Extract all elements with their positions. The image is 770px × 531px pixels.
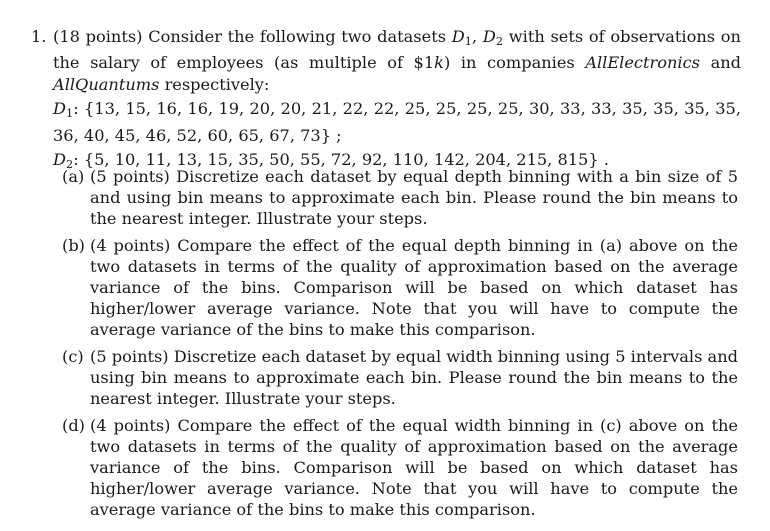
part-b-label: (b)	[62, 236, 85, 255]
dataset-d2-values: {5, 10, 11, 13, 15, 35, 50, 55, 72, 92, 110, 142, 204, 215, 815} .	[83, 150, 609, 170]
part-b-text: (4 points) Compare the effect of the equal depth binning in (a) above on the two datasets in terms of the quality of approximation based on the average variance of the bins. Comparison will be based on which dataset has higher/lower average variance. Note that you will have to compute the average variance of the bins to make this comparison.	[90, 236, 738, 339]
dataset-d2-subscript: 2	[65, 156, 74, 171]
dataset-d1-values: {13, 15, 16, 16, 19, 20, 20, 21, 22, 22, 25, 25, 25, 25, 30, 33, 33, 35, 35, 35, 35, 36, 40, 45, 46, 52, 60, 65, 67, 73} ;	[53, 99, 741, 145]
part-a	[62, 166, 738, 229]
sub-questions	[62, 166, 738, 526]
d1-subscript: 1	[464, 33, 472, 48]
company-allquantums: AllQuantums	[53, 74, 160, 94]
intro-text-1: Consider the following two datasets	[148, 27, 447, 46]
intro-text-4: respectively:	[164, 74, 270, 94]
d2-symbol: D	[482, 27, 496, 46]
part-b	[62, 235, 738, 340]
part-d-text: (4 points) Compare the effect of the equal width binning in (c) above on the two datasets in terms of the quality of approximation based on the average variance of the bins. Comparison will be based on which dataset has higher/lower average variance. Note that you will have to compute the average variance of the bins to make this comparison.	[90, 416, 738, 519]
problem-intro	[53, 26, 741, 95]
and-text: and	[710, 53, 742, 73]
intro-text-3: ) in companies	[443, 53, 575, 73]
part-c-text: (5 points) Discretize each dataset by equal width binning using 5 intervals and using bin means to approximate each bin. Please round the bin means to the nearest integer. Illustrate your steps.	[90, 347, 738, 408]
dataset-d1-symbol: D	[53, 99, 66, 119]
company-allelectronics: AllElectronics	[585, 53, 700, 73]
part-d	[62, 415, 738, 520]
comma: ,	[471, 27, 478, 46]
problem-points: (18 points)	[53, 27, 143, 46]
d1-symbol: D	[451, 27, 465, 46]
dataset-d1-subscript: 1	[65, 106, 74, 121]
problem-statement	[53, 26, 741, 175]
dataset-d2-symbol: D	[53, 150, 66, 170]
dataset-d1: $D_1$: {13, 15, 16, 16, 19, 20, 20, 21, 22, 22, 25, 25, 25, 25, 30, 33, 33, 35, 35, 35, 35, 36, 40, 45, 46, 52, 60, 65, 67, 73} ;	[53, 99, 741, 145]
dataset-d2: $D_2$: {5, 10, 11, 13, 15, 35, 50, 55, 72, 92, 110, 142, 204, 215, 815} .	[53, 150, 609, 171]
problem-1	[31, 26, 741, 175]
part-d-label: (d)	[62, 416, 85, 435]
intro-text-2: with sets of observations on the salary of employees (as multiple of $1	[53, 27, 741, 73]
problem-number: 1.	[31, 27, 47, 46]
k-symbol: k	[434, 53, 444, 73]
part-a-label: (a)	[62, 167, 85, 186]
part-c-label: (c)	[62, 347, 84, 366]
part-c	[62, 346, 738, 409]
d2-subscript: 2	[495, 33, 504, 48]
part-a-text: (5 points) Discretize each dataset by equal depth binning with a bin size of 5 and using bin means to approximate each bin. Please round the bin means to the nearest integer. Illustrate your steps.	[90, 167, 738, 228]
